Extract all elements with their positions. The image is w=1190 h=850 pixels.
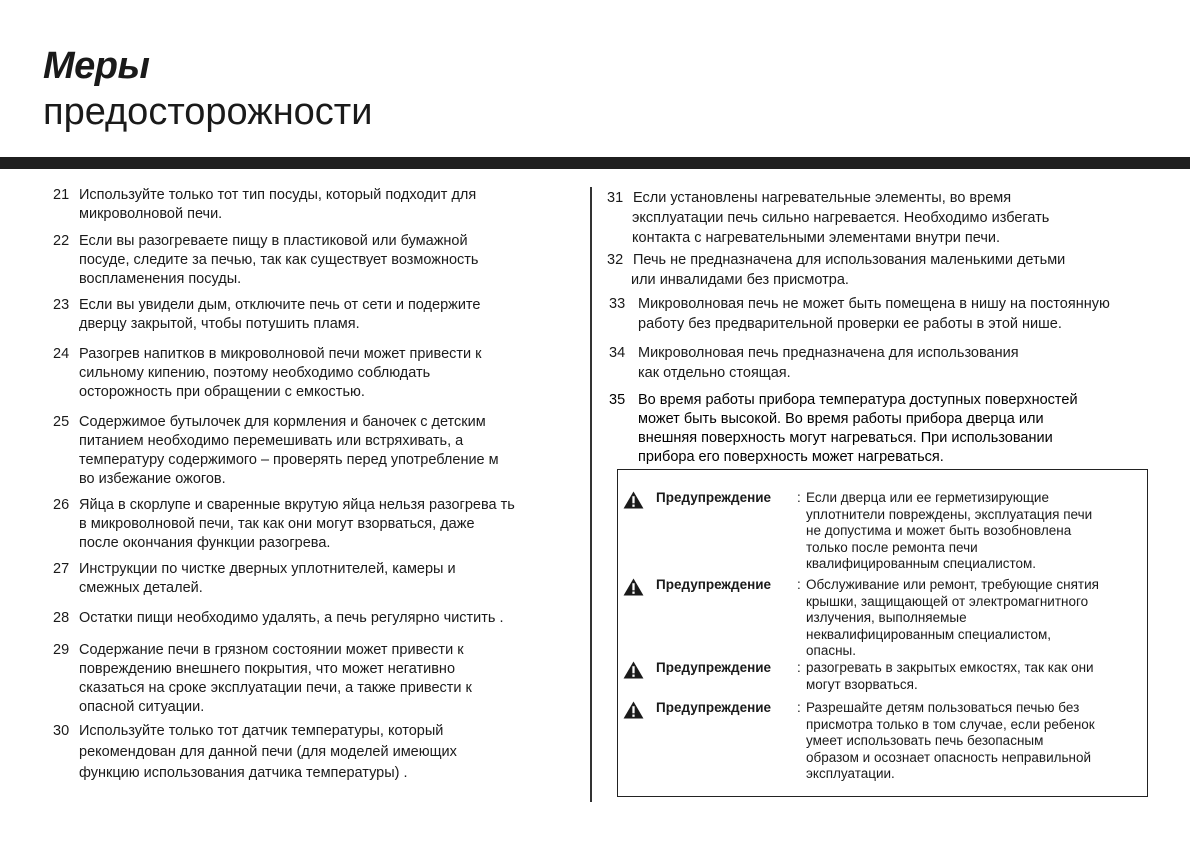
warning-text-line: Если дверца или ее герметизирующие (806, 490, 1049, 505)
column-divider (590, 187, 592, 802)
warning-text (806, 577, 1099, 660)
item-number: 29 (53, 642, 70, 658)
warning-colon: : (797, 700, 801, 715)
item-text-line: опасной ситуации. (79, 699, 205, 715)
item-text-line: Остатки пищи необходимо удалять, а печь регулярно чистить . (79, 610, 504, 626)
item-text (638, 294, 1110, 334)
item-text-line: контакта с нагревательными элементами внутри печи. (632, 230, 1001, 246)
item-number: 33 (609, 296, 626, 312)
item-text (633, 188, 1049, 248)
item-text-line: в микроволновой печи, так как они могут взорваться, даже (79, 516, 475, 532)
item-text-line: Микроволновая печь предназначена для использования (638, 345, 1019, 361)
warning-text-line: Разрешайте детям пользоваться печью без (806, 700, 1080, 715)
item-text (79, 345, 482, 402)
warning-text-line: крышки, защищающей от электромагнитного (806, 593, 1089, 609)
item-number: 27 (53, 561, 70, 577)
item-text-line: питанием необходимо перемешивать или встряхивать, а (79, 433, 464, 449)
page-title-line1: Меры (43, 45, 150, 87)
item-number: 31 (607, 190, 624, 206)
item-text-line: Разогрев напитков в микроволновой печи может привести к (79, 346, 482, 362)
item-number: 22 (53, 233, 70, 249)
item-text-line: прибора его поверхность может нагреваться. (638, 449, 944, 465)
warning-text-line: неквалифицированным специалистом, (806, 626, 1052, 642)
warning-text-line: эксплуатации. (806, 766, 895, 781)
warning-text (806, 660, 1094, 693)
warning-colon: : (797, 490, 801, 505)
warning-text-line: образом и осознает опасность неправильной (806, 749, 1092, 765)
item-text-line: во избежание ожогов. (79, 471, 226, 487)
item-number: 26 (53, 497, 70, 513)
warning-label: Предупреждение (656, 577, 772, 592)
item-text (79, 609, 504, 628)
item-text-line: посуде, следите за печью, так как существует возможность (79, 252, 479, 268)
warning-label: Предупреждение (656, 700, 772, 715)
item-text-line: дверцу закрытой, чтобы потушить пламя. (79, 316, 360, 332)
item-number: 32 (607, 252, 624, 268)
warning-triangle-icon (623, 578, 644, 596)
item-number: 34 (609, 345, 626, 361)
item-text-line: работу без предварительной проверки ее работы в этой нише. (638, 316, 1062, 332)
item-text-line: Содержимое бутылочек для кормления и баночек с детским (79, 414, 486, 430)
item-text (638, 343, 1019, 383)
item-text-line: может быть высокой. Во время работы прибора дверца или (638, 411, 1044, 427)
item-text (79, 296, 480, 334)
warning-text-line: не допустима и может быть возобновлена (806, 523, 1072, 538)
item-text (79, 413, 499, 489)
item-text-line: внешняя поверхность могут нагреваться. При использовании (638, 430, 1053, 446)
item-text (638, 391, 1078, 467)
header-divider-bar (0, 157, 1190, 169)
item-text-line: микроволновой печи. (79, 206, 223, 222)
item-text-line: осторожность при обращении с емкостью. (79, 384, 365, 400)
warning-text-line: Обслуживание или ремонт, требующие снятия (806, 577, 1099, 592)
item-text-line: повреждению внешнего покрытия, что может негативно (79, 661, 456, 677)
item-text-line: сказаться на сроке эксплуатации печи, а также привести к (79, 680, 472, 696)
warning-colon: : (797, 577, 801, 592)
warning-label: Предупреждение (656, 660, 772, 675)
item-text-line: Используйте только тот датчик температуры, который (79, 723, 444, 739)
item-text-line: после окончания функции разогрева. (79, 535, 331, 551)
item-text-line: Яйца в скорлупе и сваренные вкрутую яйца нельзя разогрева ть (79, 497, 515, 513)
item-text-line: как отдельно стоящая. (638, 365, 791, 381)
warning-triangle-icon (623, 491, 644, 509)
item-text-line: смежных деталей. (79, 580, 203, 596)
warning-triangle-icon (623, 661, 644, 679)
item-text-line: сильному кипению, поэтому необходимо соблюдать (79, 365, 431, 381)
item-text-line: Используйте только тот тип посуды, который подходит для (79, 187, 477, 203)
warning-text-line: излучения, выполняемые (806, 610, 967, 625)
item-text-line: Если вы увидели дым, отключите печь от сети и подержите (79, 297, 481, 313)
item-text-line: функцию использования датчика температуры) . (79, 765, 408, 781)
item-number: 21 (53, 187, 70, 203)
item-text (79, 186, 476, 224)
item-number: 23 (53, 297, 70, 313)
item-text (79, 496, 515, 553)
item-text-line: рекомендован для данной печи (для моделей имеющих (79, 744, 457, 760)
warning-label: Предупреждение (656, 490, 772, 505)
item-text (79, 232, 478, 289)
warnings-box (617, 469, 1148, 797)
item-number: 25 (53, 414, 70, 430)
warning-text-line: присмотра только в том случае, если ребенок (806, 716, 1095, 732)
item-text (633, 250, 1065, 290)
item-text-line: Если установлены нагревательные элементы, во время (633, 190, 1012, 206)
warning-text-line: только после ремонта печи (806, 539, 978, 555)
item-text-line: температуру содержимого – проверять перед употребление м (79, 452, 499, 468)
item-number: 30 (53, 723, 70, 739)
warning-text-line: могут взорваться. (806, 676, 918, 692)
item-number: 24 (53, 346, 70, 362)
item-text (79, 721, 457, 784)
warning-colon: : (797, 660, 801, 675)
item-text-line: воспламенения посуды. (79, 271, 242, 287)
warning-text (806, 490, 1092, 573)
item-text (79, 641, 472, 717)
item-text-line: Содержание печи в грязном состоянии может привести к (79, 642, 464, 658)
warning-text-line: уплотнители повреждены, эксплуатация печи (806, 506, 1093, 522)
item-number: 28 (53, 610, 70, 626)
item-text (79, 560, 456, 598)
item-text-line: Во время работы прибора температура доступных поверхностей (638, 392, 1078, 408)
warning-text-line: квалифицированным специалистом. (806, 556, 1037, 571)
warning-text-line: умеет использовать печь безопасным (806, 733, 1044, 748)
item-text-line: эксплуатации печь сильно нагревается. Необходимо избегать (632, 210, 1050, 226)
warning-text (806, 700, 1095, 783)
page-title-line2: предосторожности (43, 91, 373, 133)
warning-text-line: разогревать в закрытых емкостях, так как они (806, 660, 1094, 675)
warning-text-line: опасны. (806, 643, 856, 658)
item-text-line: Микроволновая печь не может быть помещена в нишу на постоянную (638, 296, 1110, 312)
item-text-line: Печь не предназначена для использования маленькими детьми (633, 252, 1066, 268)
item-number: 35 (609, 392, 626, 408)
item-text-line: Инструкции по чистке дверных уплотнителей, камеры и (79, 561, 456, 577)
item-text-line: или инвалидами без присмотра. (631, 272, 849, 288)
item-text-line: Если вы разогреваете пищу в пластиковой или бумажной (79, 233, 468, 249)
warning-triangle-icon (623, 701, 644, 719)
